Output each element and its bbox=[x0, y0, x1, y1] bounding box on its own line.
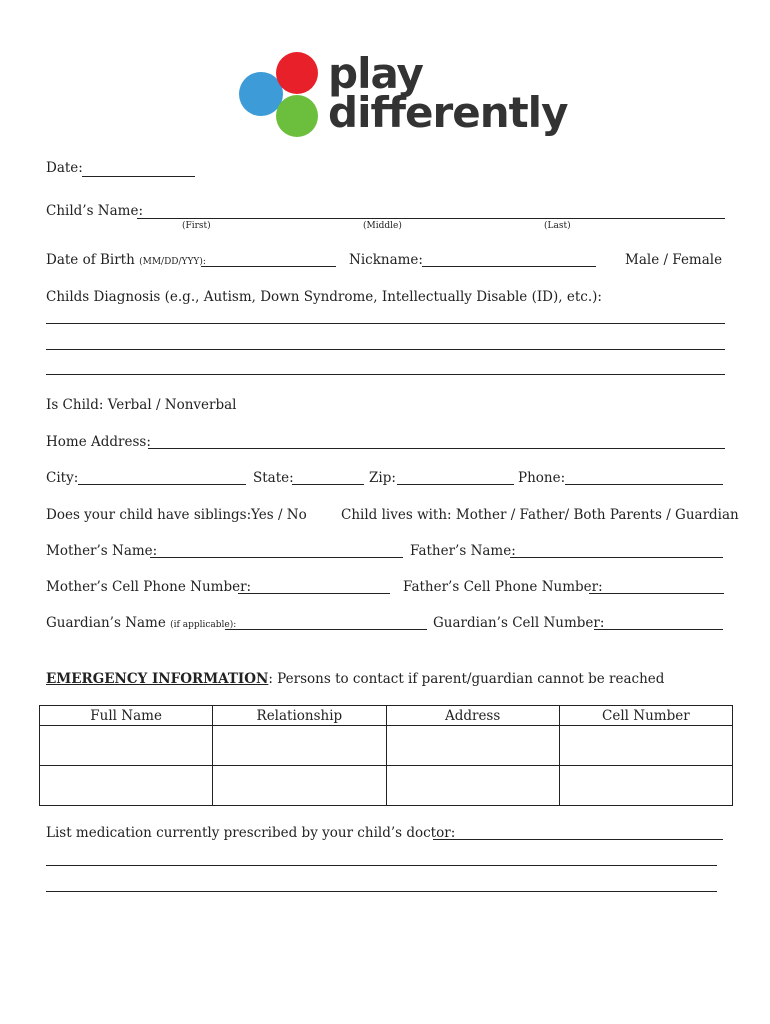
medication-line-1[interactable] bbox=[46, 865, 717, 866]
table-cell[interactable] bbox=[559, 766, 732, 806]
table-cell[interactable] bbox=[213, 726, 386, 766]
middle-caption: (Middle) bbox=[363, 221, 402, 231]
dob-format: (MM/DD/YYY): bbox=[139, 257, 206, 267]
date-label: Date: bbox=[46, 160, 83, 176]
fathers-cell-label: Father’s Cell Phone Number: bbox=[403, 579, 603, 595]
diagnosis-line-3[interactable] bbox=[46, 374, 725, 375]
siblings-options[interactable]: Yes / No bbox=[251, 507, 307, 523]
guardians-name-field[interactable] bbox=[225, 629, 427, 630]
column-full-name: Full Name bbox=[40, 706, 213, 726]
column-cell-number: Cell Number bbox=[559, 706, 732, 726]
medication-line-2[interactable] bbox=[46, 891, 717, 892]
fathers-name-field[interactable] bbox=[510, 557, 723, 558]
nickname-label: Nickname: bbox=[349, 252, 423, 268]
child-name-label: Child’s Name: bbox=[46, 203, 144, 219]
guardians-name-label bbox=[46, 615, 236, 631]
column-relationship: Relationship bbox=[213, 706, 386, 726]
emergency-table bbox=[39, 705, 733, 806]
emergency-title: EMERGENCY INFORMATION bbox=[46, 671, 269, 687]
verbal-options[interactable]: Is Child: Verbal / Nonverbal bbox=[46, 397, 237, 413]
zip-label: Zip: bbox=[369, 470, 396, 486]
table-row bbox=[40, 766, 733, 806]
city-label: City: bbox=[46, 470, 79, 486]
dob-label-text: Date of Birth bbox=[46, 252, 135, 268]
logo-mark bbox=[238, 50, 322, 140]
logo-text-differently: differently bbox=[328, 87, 568, 137]
last-caption: (Last) bbox=[544, 221, 571, 231]
column-address: Address bbox=[386, 706, 559, 726]
phone-label: Phone: bbox=[518, 470, 566, 486]
logo-green-circle bbox=[276, 95, 318, 137]
dob-field[interactable] bbox=[201, 266, 336, 267]
home-address-label: Home Address: bbox=[46, 434, 151, 450]
table-cell[interactable] bbox=[386, 766, 559, 806]
lives-with-options[interactable]: Child lives with: Mother / Father/ Both Parents / Guardian bbox=[341, 507, 739, 523]
mothers-cell-field[interactable] bbox=[238, 593, 390, 594]
medication-field[interactable] bbox=[433, 839, 723, 840]
diagnosis-line-1[interactable] bbox=[46, 323, 725, 324]
phone-field[interactable] bbox=[565, 484, 723, 485]
table-row bbox=[40, 726, 733, 766]
guardians-cell-label: Guardian’s Cell Number: bbox=[433, 615, 605, 631]
city-field[interactable] bbox=[78, 484, 246, 485]
guardians-cell-field[interactable] bbox=[594, 629, 723, 630]
table-cell[interactable] bbox=[40, 766, 213, 806]
if-applicable-note: (if applicable): bbox=[170, 620, 237, 630]
logo-blue-circle bbox=[239, 72, 283, 116]
logo-text-play: play bbox=[328, 49, 423, 98]
emergency-subtext: : Persons to contact if parent/guardian cannot be reached bbox=[268, 671, 665, 687]
table-cell[interactable] bbox=[386, 726, 559, 766]
nickname-field[interactable] bbox=[422, 266, 596, 267]
diagnosis-line-2[interactable] bbox=[46, 349, 725, 350]
state-field[interactable] bbox=[292, 484, 364, 485]
table-cell[interactable] bbox=[213, 766, 386, 806]
logo-red-circle bbox=[276, 52, 318, 94]
home-address-field[interactable] bbox=[148, 448, 725, 449]
diagnosis-label: Childs Diagnosis (e.g., Autism, Down Syndrome, Intellectually Disable (ID), etc.): bbox=[46, 289, 602, 305]
state-label: State: bbox=[253, 470, 294, 486]
date-field[interactable] bbox=[82, 176, 195, 177]
mothers-cell-label: Mother’s Cell Phone Number: bbox=[46, 579, 252, 595]
mothers-name-label: Mother’s Name: bbox=[46, 543, 158, 559]
logo-text bbox=[328, 49, 568, 137]
guardians-name-text: Guardian’s Name bbox=[46, 615, 166, 631]
fathers-name-label: Father’s Name: bbox=[410, 543, 516, 559]
zip-field[interactable] bbox=[397, 484, 514, 485]
table-cell[interactable] bbox=[559, 726, 732, 766]
child-name-field[interactable] bbox=[137, 218, 725, 219]
fathers-cell-field[interactable] bbox=[589, 593, 724, 594]
table-cell[interactable] bbox=[40, 726, 213, 766]
mothers-name-field[interactable] bbox=[150, 557, 403, 558]
siblings-label: Does your child have siblings: bbox=[46, 507, 252, 523]
emergency-heading bbox=[46, 671, 664, 687]
medication-label: List medication currently prescribed by your child’s doctor: bbox=[46, 825, 456, 841]
dob-label bbox=[46, 252, 206, 268]
first-caption: (First) bbox=[182, 221, 211, 231]
gender-options[interactable]: Male / Female bbox=[625, 252, 723, 268]
emergency-header-row bbox=[40, 706, 733, 726]
